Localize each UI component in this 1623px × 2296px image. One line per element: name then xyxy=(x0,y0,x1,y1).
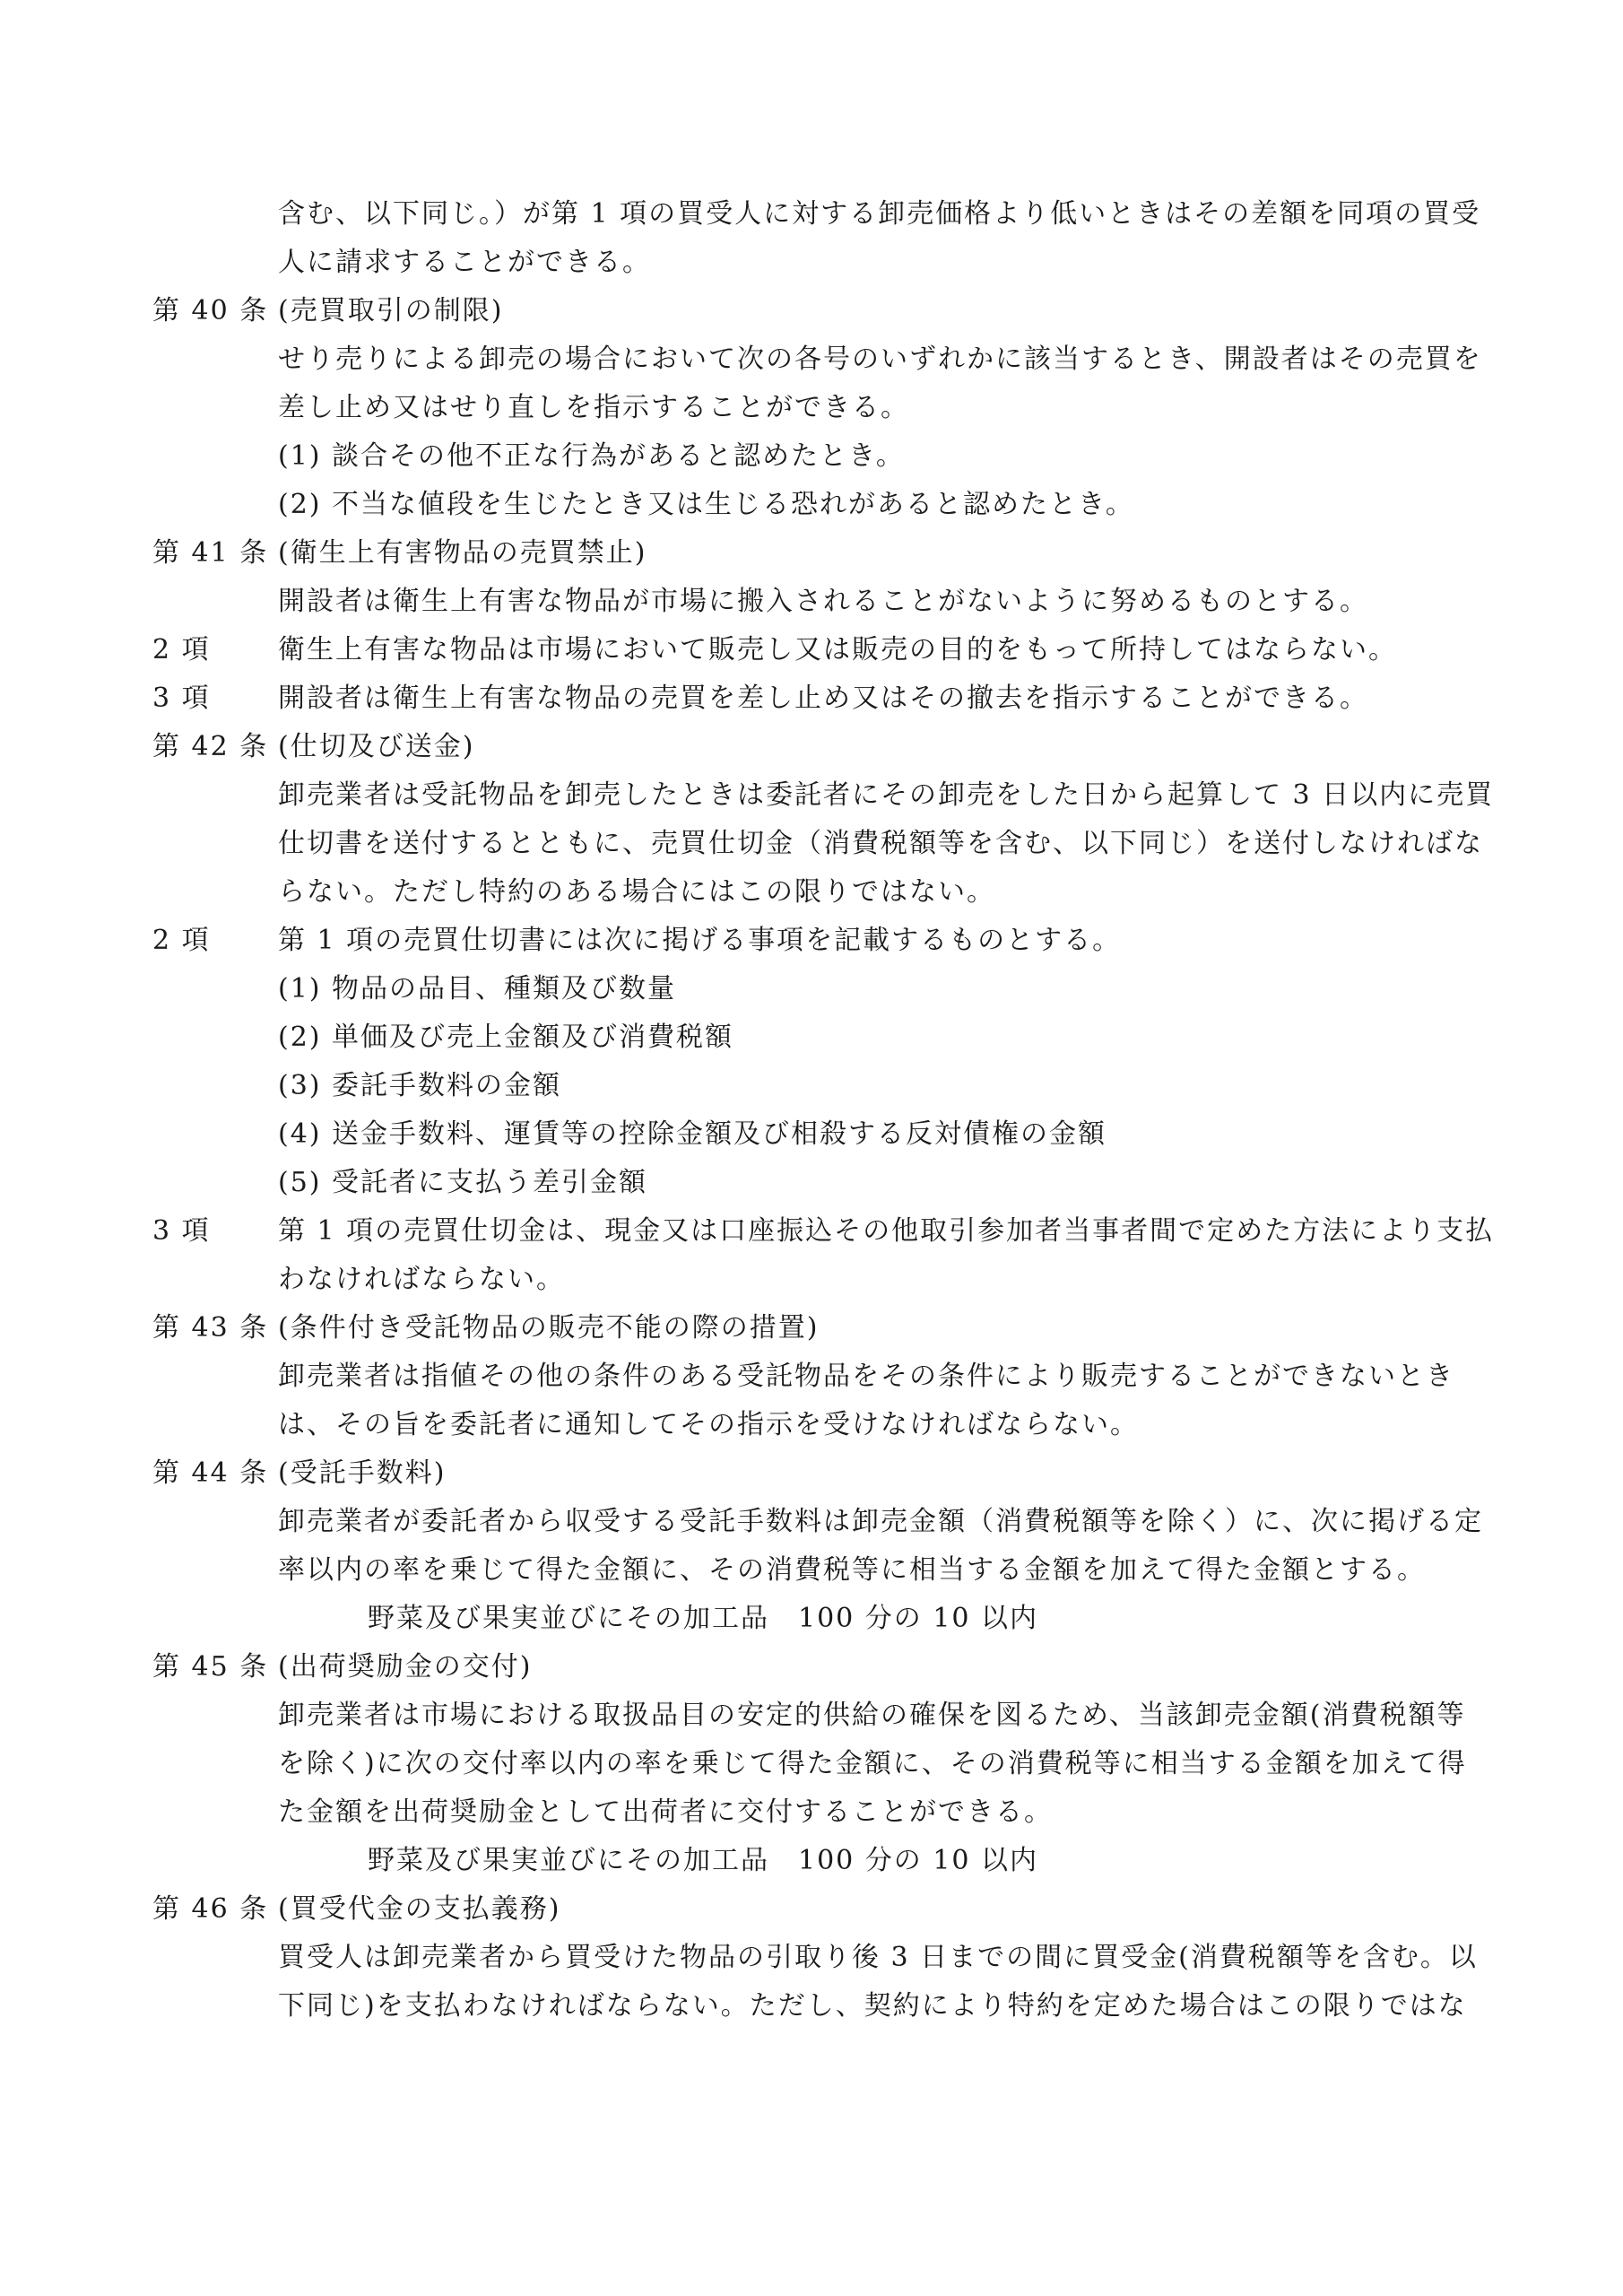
article-heading-row xyxy=(152,674,1480,723)
line-text: (受託手数料) xyxy=(278,1457,447,1489)
article-number: 第 41 条 xyxy=(152,537,269,569)
article-heading-row xyxy=(152,917,1480,965)
body-text-line xyxy=(152,868,1480,917)
article-number: 2 項 xyxy=(152,925,211,956)
line-text: (仕切及び送金) xyxy=(278,731,475,762)
line-text: 第 1 項の売買仕切金は、現金又は口座振込その他取引参加者当事者間で定めた方法により支払 xyxy=(278,1215,1495,1247)
body-text-line xyxy=(152,432,1480,481)
line-text: (4) 送金手数料、運賃等の控除金額及び相殺する反対債権の金額 xyxy=(278,1118,1107,1150)
line-text: 卸売業者が委託者から収受する受託手数料は卸売金額（消費税額等を除く）に、次に掲げる定 xyxy=(278,1506,1483,1537)
article-heading-row xyxy=(152,1449,1480,1498)
line-text: (衛生上有害物品の売買禁止) xyxy=(278,537,647,569)
article-heading-row xyxy=(152,287,1480,335)
line-text: 含む、以下同じ。）が第 1 項の買受人に対する卸売価格より低いときはその差額を同項の買受 xyxy=(278,198,1481,230)
line-text: 野菜及び果実並びにその加工品 100 分の 10 以内 xyxy=(368,1845,1039,1876)
line-text: (売買取引の制限) xyxy=(278,295,504,326)
article-number: 3 項 xyxy=(152,1215,211,1247)
article-number: 第 45 条 xyxy=(152,1651,269,1683)
line-text: 野菜及び果実並びにその加工品 100 分の 10 以内 xyxy=(368,1603,1039,1634)
line-text: 下同じ)を支払わなければならない。ただし、契約により特約を定めた場合はこの限りではな xyxy=(278,1990,1467,2022)
line-text: (5) 受託者に支払う差引金額 xyxy=(278,1167,648,1198)
body-text-line xyxy=(152,1110,1480,1159)
body-text-line xyxy=(152,1013,1480,1062)
line-text: せり売りによる卸売の場合において次の各号のいずれかに該当するとき、開設者はその売買を xyxy=(278,344,1482,375)
line-text: 開設者は衛生上有害な物品が市場に搬入されることがないように努めるものとする。 xyxy=(278,586,1368,617)
article-number: 3 項 xyxy=(152,683,211,714)
body-text-line xyxy=(152,1062,1480,1110)
line-text: 卸売業者は受託物品を卸売したときは委託者にその卸売をした日から起算して 3 日以内に売買 xyxy=(278,779,1495,811)
line-text: た金額を出荷奨励金として出荷者に交付することができる。 xyxy=(278,1796,1053,1828)
body-text-line xyxy=(152,481,1480,529)
body-text-line xyxy=(152,1837,1480,1885)
body-text-line xyxy=(152,335,1480,384)
body-text-line xyxy=(152,1595,1480,1643)
line-text: 開設者は衛生上有害な物品の売買を差し止め又はその撤去を指示することができる。 xyxy=(278,683,1368,714)
line-text: 第 1 項の売買仕切書には次に掲げる事項を記載するものとする。 xyxy=(278,925,1122,956)
line-text: 卸売業者は市場における取扱品目の安定的供給の確保を図るため、当該卸売金額(消費税額等 xyxy=(278,1700,1466,1731)
body-text-line xyxy=(152,1352,1480,1401)
body-text-line xyxy=(152,1159,1480,1207)
line-text: (2) 不当な値段を生じたとき又は生じる恐れがあると認めたとき。 xyxy=(278,489,1134,520)
line-text: 衛生上有害な物品は市場において販売し又は販売の目的をもって所持してはならない。 xyxy=(278,634,1397,665)
article-number: 第 44 条 xyxy=(152,1457,269,1489)
article-heading-row xyxy=(152,1885,1480,1934)
article-heading-row xyxy=(152,1304,1480,1352)
line-text: 卸売業者は指値その他の条件のある受託物品をその条件により販売することができないとき xyxy=(278,1361,1454,1392)
document-body xyxy=(152,190,1495,2031)
body-text-line xyxy=(152,1256,1480,1304)
line-text: (買受代金の支払義務) xyxy=(278,1893,561,1925)
body-text-line xyxy=(152,965,1480,1013)
body-text-line xyxy=(152,771,1495,820)
line-text: (1) 談合その他不正な行為があると認めたとき。 xyxy=(278,440,905,472)
article-number: 第 40 条 xyxy=(152,295,269,326)
body-text-line xyxy=(152,1401,1480,1449)
line-text: 買受人は卸売業者から買受けた物品の引取り後 3 日までの間に買受金(消費税額等を含む。以 xyxy=(278,1942,1478,1973)
article-heading-row xyxy=(152,1207,1495,1256)
body-text-line xyxy=(152,190,1480,239)
article-heading-row xyxy=(152,1643,1480,1692)
line-text: (出荷奨励金の交付) xyxy=(278,1651,533,1683)
body-text-line xyxy=(152,1788,1480,1837)
line-text: 仕切書を送付するとともに、売買仕切金（消費税額等を含む、以下同じ）を送付しなければな xyxy=(278,828,1483,859)
body-text-line xyxy=(152,1740,1480,1788)
line-text: 差し止め又はせり直しを指示することができる。 xyxy=(278,392,909,423)
line-text: (2) 単価及び売上金額及び消費税額 xyxy=(278,1022,734,1053)
article-number: 第 42 条 xyxy=(152,731,269,762)
body-text-line xyxy=(152,1498,1483,1546)
body-text-line xyxy=(152,384,1480,432)
body-text-line xyxy=(152,1934,1480,1982)
line-text: (3) 委託手数料の金額 xyxy=(278,1070,562,1101)
line-text: を除く)に次の交付率以内の率を乗じて得た金額に、その消費税等に相当する金額を加えて得 xyxy=(278,1748,1467,1779)
body-text-line xyxy=(152,1692,1480,1740)
article-heading-row xyxy=(152,626,1480,674)
article-number: 2 項 xyxy=(152,634,211,665)
body-text-line xyxy=(152,1982,1480,2031)
line-text: (条件付き受託物品の販売不能の際の措置) xyxy=(278,1312,820,1344)
article-number: 第 46 条 xyxy=(152,1893,269,1925)
line-text: 率以内の率を乗じて得た金額に、その消費税等に相当する金額を加えて得た金額とする。 xyxy=(278,1554,1426,1586)
body-text-line xyxy=(152,820,1483,868)
line-text: わなければならない。 xyxy=(278,1264,565,1295)
line-text: 人に請求することができる。 xyxy=(278,247,651,278)
body-text-line xyxy=(152,578,1480,626)
line-text: (1) 物品の品目、種類及び数量 xyxy=(278,973,677,1004)
article-number: 第 43 条 xyxy=(152,1312,269,1344)
article-heading-row xyxy=(152,529,1480,578)
article-heading-row xyxy=(152,723,1480,771)
body-text-line xyxy=(152,239,1480,287)
body-text-line xyxy=(152,1546,1480,1595)
line-text: は、その旨を委託者に通知してその指示を受けなければならない。 xyxy=(278,1409,1139,1440)
line-text: らない。ただし特約のある場合にはこの限りではない。 xyxy=(278,876,995,908)
